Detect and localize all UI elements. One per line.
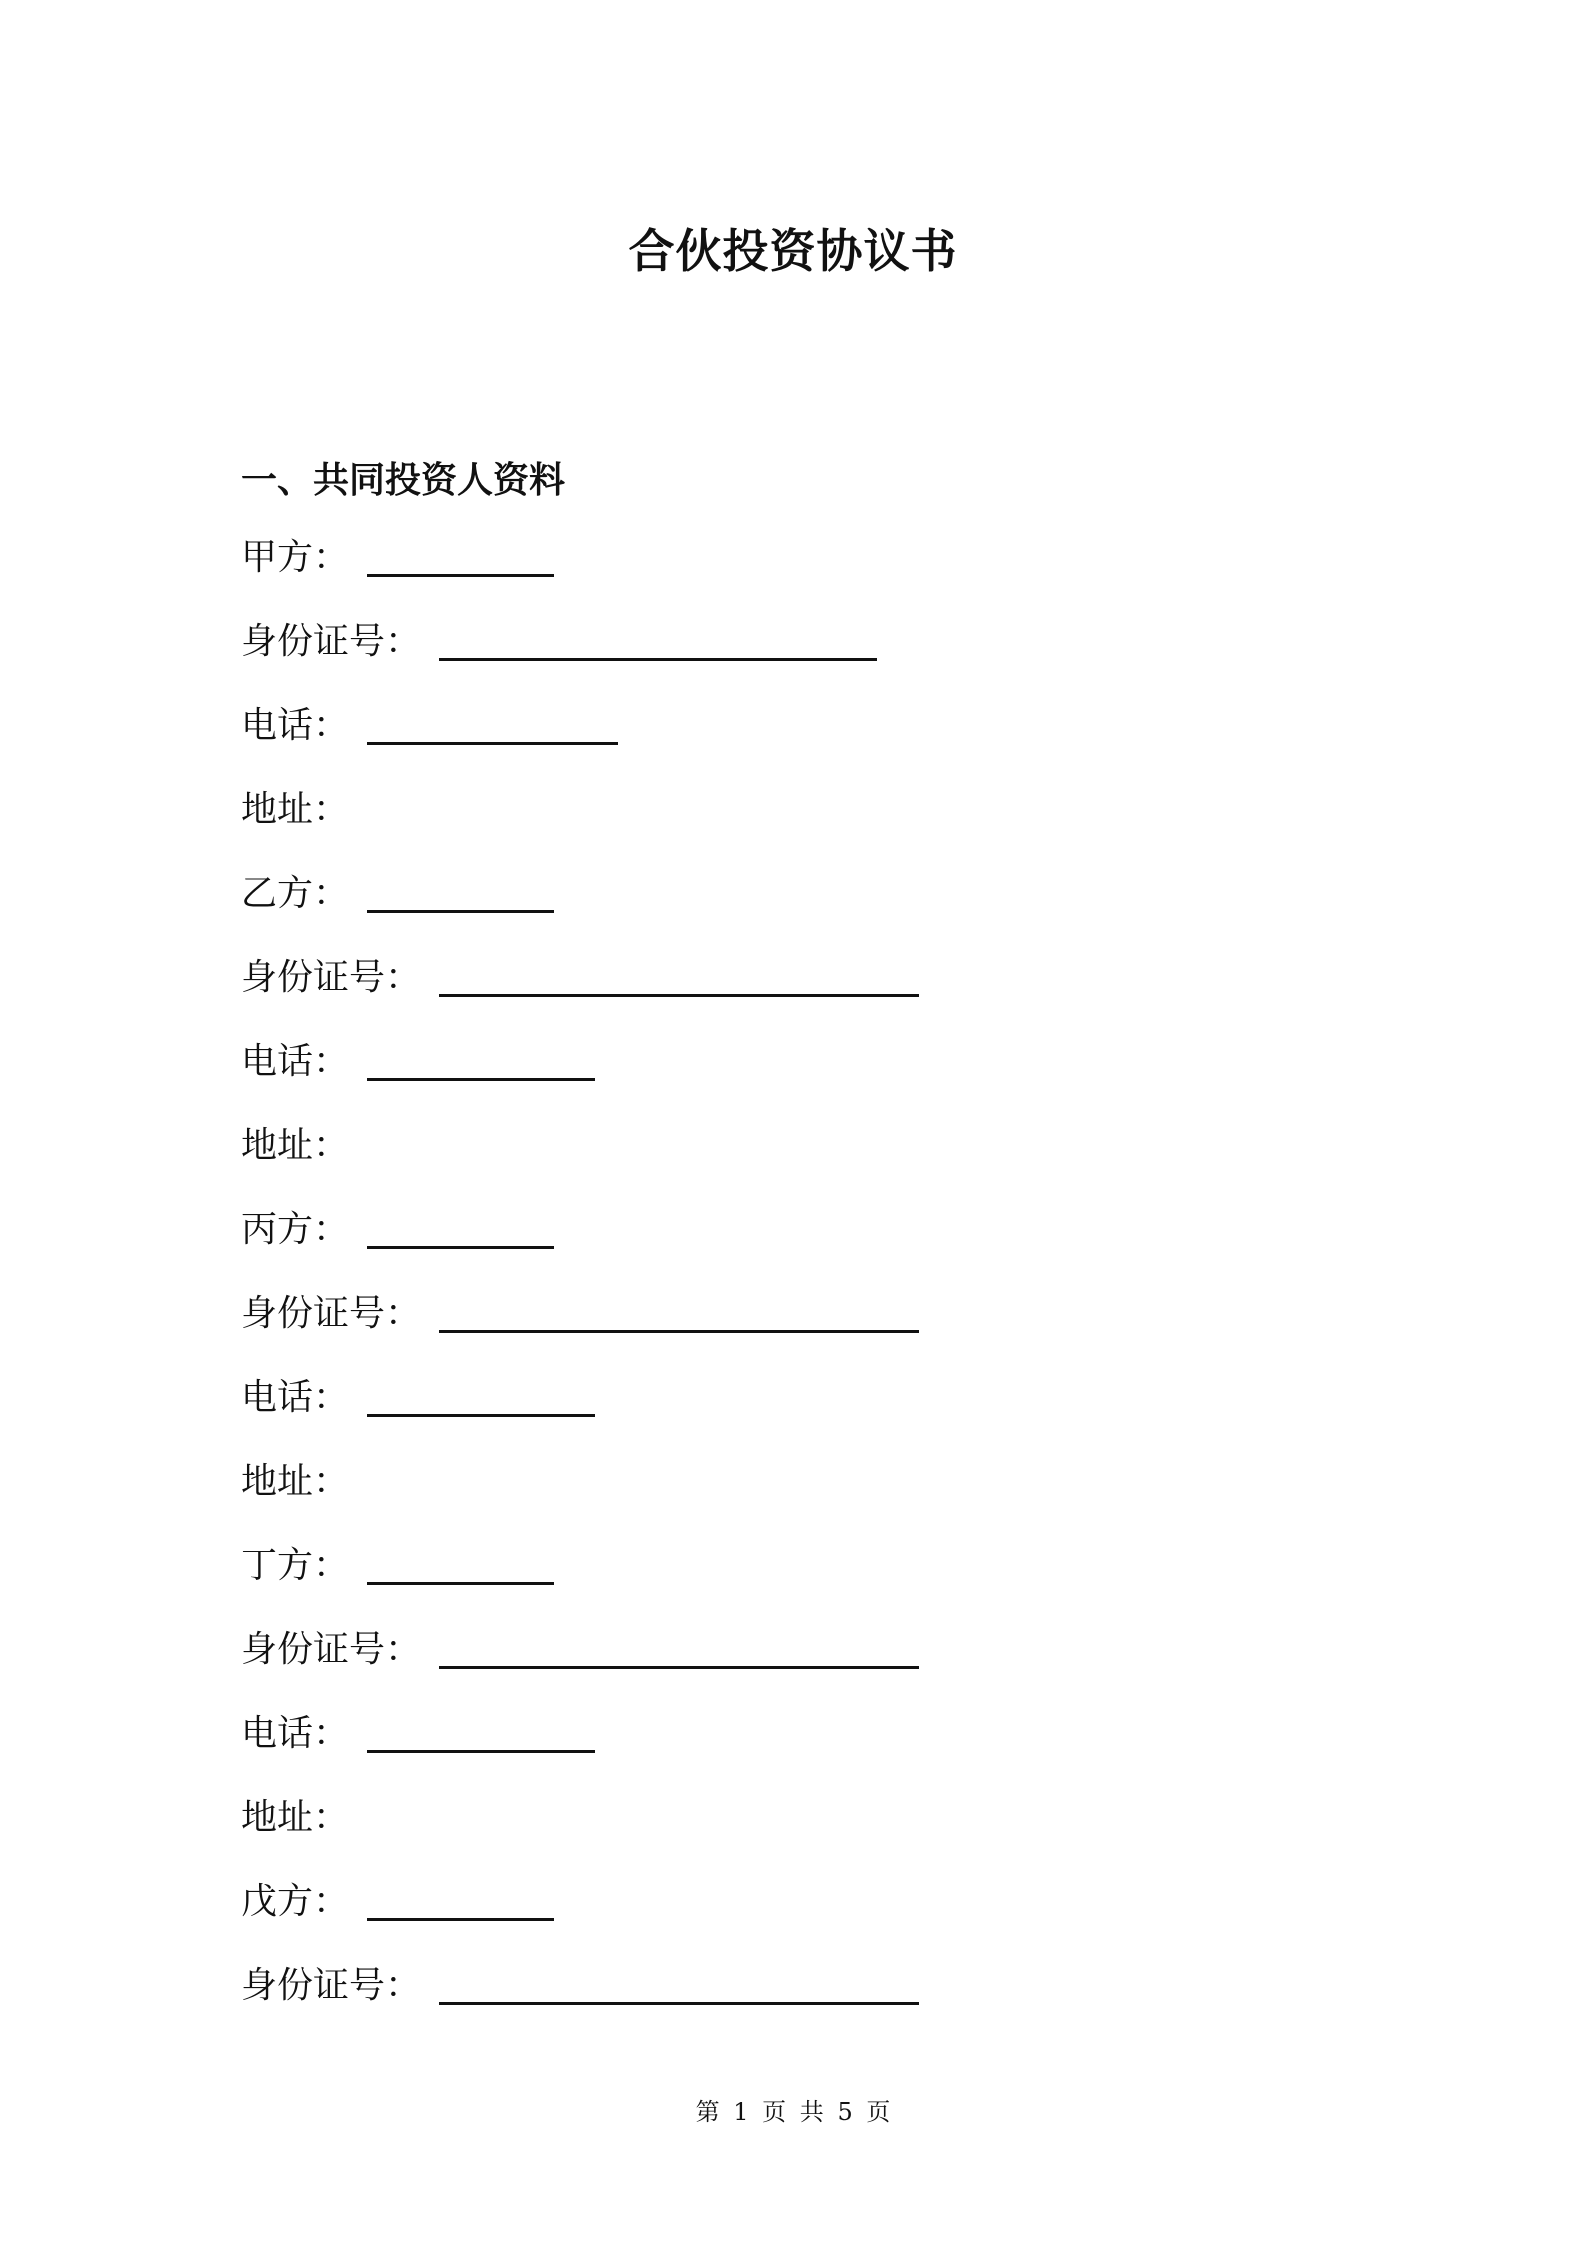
field-row <box>241 868 919 952</box>
fill-in-blank[interactable] <box>439 1288 919 1333</box>
field-row <box>241 1204 919 1288</box>
fill-in-blank[interactable] <box>367 868 554 913</box>
field-label: 丁方： <box>241 1545 350 1586</box>
investor-fields-list <box>241 532 919 2044</box>
field-row <box>241 616 919 700</box>
field-label: 戊方： <box>241 1881 350 1922</box>
field-row <box>241 1372 919 1456</box>
field-label: 身份证号： <box>241 1629 422 1670</box>
fill-in-blank[interactable] <box>367 532 554 577</box>
field-label: 甲方： <box>241 537 350 578</box>
field-row <box>241 1876 919 1960</box>
field-label: 身份证号： <box>241 1293 422 1334</box>
fill-in-blank[interactable] <box>439 616 877 661</box>
field-row <box>241 700 919 784</box>
fill-in-blank[interactable] <box>367 1372 595 1417</box>
field-label: 乙方： <box>241 873 350 914</box>
fill-in-blank[interactable] <box>439 1624 919 1669</box>
field-label: 丙方： <box>241 1209 350 1250</box>
fill-in-blank[interactable] <box>439 952 919 997</box>
field-label: 电话： <box>241 1713 350 1754</box>
fill-in-blank[interactable] <box>367 1540 554 1585</box>
field-row <box>241 1624 919 1708</box>
field-label: 地址： <box>241 1797 350 1838</box>
field-row <box>241 952 919 1036</box>
field-row <box>241 532 919 616</box>
fill-in-blank[interactable] <box>367 1036 595 1081</box>
field-label: 身份证号： <box>241 621 422 662</box>
field-label: 地址： <box>241 1125 350 1166</box>
field-label: 电话： <box>241 705 350 746</box>
field-row <box>241 1456 919 1540</box>
field-row <box>241 784 919 868</box>
field-row <box>241 1036 919 1120</box>
field-row <box>241 1540 919 1624</box>
document-title: 合伙投资协议书 <box>628 224 958 278</box>
field-row <box>241 1708 919 1792</box>
page-footer: 第 1 页 共 5 页 <box>695 2098 891 2126</box>
field-label: 电话： <box>241 1041 350 1082</box>
field-row <box>241 1288 919 1372</box>
fill-in-blank[interactable] <box>367 1708 595 1753</box>
field-row <box>241 1120 919 1204</box>
field-row <box>241 1792 919 1876</box>
field-label: 地址： <box>241 1461 350 1502</box>
field-label: 身份证号： <box>241 957 422 998</box>
fill-in-blank[interactable] <box>367 1876 554 1921</box>
fill-in-blank[interactable] <box>439 1960 919 2005</box>
field-row <box>241 1960 919 2044</box>
field-label: 地址： <box>241 789 350 830</box>
section-heading: 一、共同投资人资料 <box>241 460 566 501</box>
field-label: 电话： <box>241 1377 350 1418</box>
fill-in-blank[interactable] <box>367 700 618 745</box>
fill-in-blank[interactable] <box>367 1204 554 1249</box>
field-label: 身份证号： <box>241 1965 422 2006</box>
